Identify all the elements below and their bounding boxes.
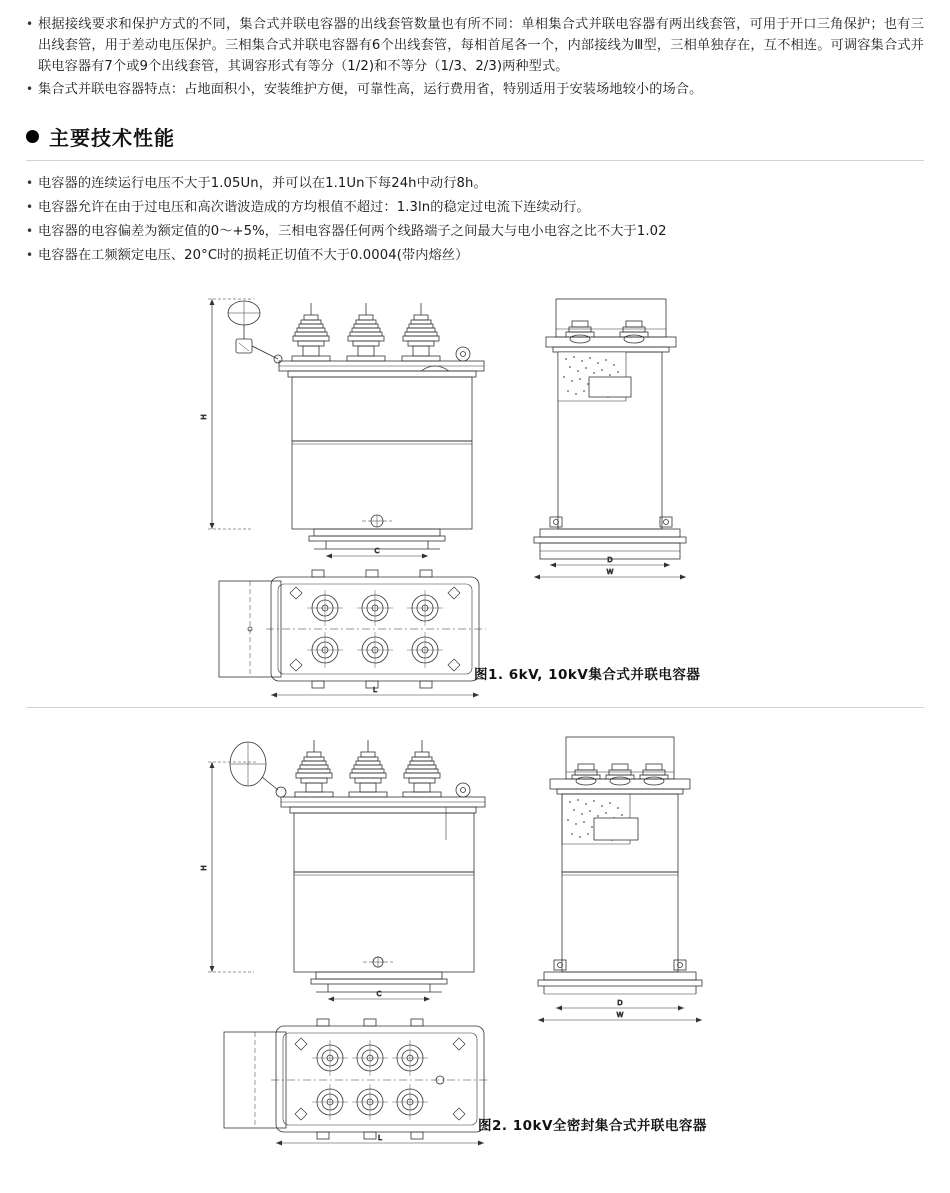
svg-text:D: D: [617, 999, 623, 1007]
spec-bullet-text: 电容器的连续运行电压不大于1.05Un，并可以在1.1Un下每24h中动行8h。: [38, 176, 487, 191]
list-item: [26, 79, 924, 100]
figure-2: [26, 722, 924, 1147]
spec-bullet-text: 电容器的电容偏差为额定值的0～+5%，三相电容器任何两个线路端子之间最大与电小电容之比不大于1.02: [38, 224, 667, 239]
list-item: [26, 173, 924, 195]
figure-1-drawing: [26, 281, 924, 701]
spec-bullet-text: 电容器允许在由于过电压和高次谐波造成的方均根值不超过：1.3ln的稳定过电流下连续动行。: [38, 200, 590, 215]
section-header: [26, 122, 924, 151]
bullet-dot-icon: •: [26, 17, 34, 31]
svg-text:L: L: [373, 686, 377, 694]
figure-1: [26, 281, 924, 708]
capacitor-drawing-2: [26, 722, 924, 1147]
capacitor-drawing-1: [26, 281, 924, 701]
bullet-dot-icon: •: [26, 248, 34, 262]
list-item: [26, 245, 924, 267]
bullet-dot-icon: •: [26, 200, 34, 214]
spec-bullet-list: [26, 173, 924, 267]
divider: [26, 160, 924, 161]
svg-text:C: C: [376, 990, 382, 998]
page-title: 主要技术性能: [49, 126, 175, 150]
figure-2-drawing: [26, 722, 924, 1147]
svg-text:L: L: [378, 1134, 382, 1142]
intro-bullet-text: 根据接线要求和保护方式的不同，集合式并联电容器的出线套管数量也有所不同：单相集合式并联电容器有两出线套管，可用于开口三角保护；也有三出线套管，用于差动电压保护。三相集合式并联电容器有6个出线套管，每相首尾各一个，内部接线为Ⅲ型，三相单独存在，互不相连。可调容集合式并联电容器有7个或9个出线套管，其调容形式有等分（1/2)和不等分（1/3、2/3)两种型式。: [38, 17, 924, 74]
bullet-dot-icon: •: [26, 82, 34, 96]
bullet-dot-icon: •: [26, 224, 34, 238]
svg-text:H: H: [200, 865, 208, 871]
list-item: [26, 197, 924, 219]
filled-circle-icon: [26, 130, 39, 143]
bullet-dot-icon: •: [26, 176, 34, 190]
figure-1-caption: 图1. 6kV, 10kV集合式并联电容器: [474, 667, 701, 683]
divider: [26, 707, 924, 708]
list-item: [26, 221, 924, 243]
svg-text:C: C: [374, 547, 380, 555]
spec-bullet-text: 电容器在工频额定电压、20°C时的损耗正切值不大于0.0004(带内熔丝）: [38, 248, 469, 263]
intro-bullet-list: [26, 0, 924, 100]
figure-2-caption: 图2. 10kV全密封集合式并联电容器: [478, 1118, 707, 1134]
svg-text:D: D: [607, 556, 613, 564]
svg-text:W: W: [606, 568, 614, 576]
svg-text:H: H: [200, 414, 208, 420]
intro-bullet-text: 集合式并联电容器特点：占地面积小，安装维护方便，可靠性高，运行费用省，特别适用于安装场地较小的场合。: [38, 82, 703, 97]
svg-text:W: W: [616, 1011, 624, 1019]
list-item: [26, 14, 924, 77]
